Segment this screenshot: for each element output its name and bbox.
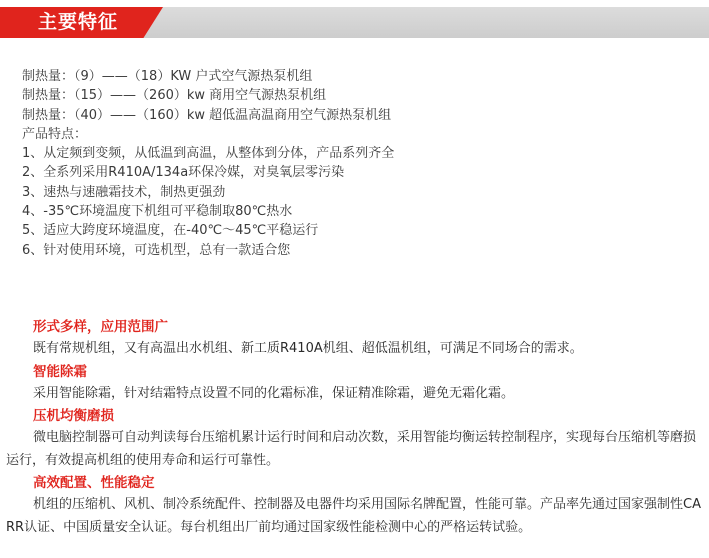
feature-point-6: 6、针对使用环境，可选机型，总有一款适合您 (22, 242, 291, 258)
spec-line-ultra-low-temp: 制热量：（40）——（160）kw 超低温高温商用空气源热泵机组 (22, 107, 392, 123)
section-title: 主要特征 (38, 11, 119, 33)
feature-desc-high-efficiency: 机组的压缩机、风机、制冷系统配件、控制器及电器件均采用国际名牌配置，性能可靠。产品率先通过国家强制性CARR认证、中国质量安全认证。每台机组出厂前均通过国家级性能检测中心的严格运转试验。 (6, 497, 701, 535)
product-features-heading: 产品特点： (22, 126, 88, 142)
feature-desc-wear-balance: 微电脑控制器可自动判读每台压缩机累计运行时间和启动次数，采用智能均衡运转控制程序，实现每台压缩机等磨损运行，有效提高机组的使用寿命和运行可靠性。 (6, 430, 697, 468)
feature-point-4: 4、-35℃环境温度下机组可平稳制取80℃热水 (22, 204, 293, 220)
feature-title-defrost: 智能除霜 (33, 363, 87, 380)
section-header (0, 7, 709, 38)
feature-desc-defrost: 采用智能除霜，针对结霜特点设置不同的化霜标准，保证精准除霜，避免无霜化霜。 (33, 385, 515, 401)
feature-sections (0, 316, 709, 539)
feature-title-high-efficiency: 高效配置、性能稳定 (33, 475, 155, 491)
feature-title-wear-balance: 压机均衡磨损 (33, 408, 114, 424)
feature-point-3: 3、速热与速融霜技术，制热更强劲 (22, 184, 226, 200)
feature-desc-diverse: 既有常规机组，又有高温出水机组、新工质R410A机组、超低温机组，可满足不同场合的需求。 (33, 341, 583, 356)
spec-line-household: 制热量：（9）——（18）KW 户式空气源热泵机组 (22, 69, 313, 84)
feature-point-5: 5、适应大跨度环境温度，在-40℃～45℃平稳运行 (22, 223, 319, 239)
spec-list (22, 67, 394, 260)
spec-line-commercial: 制热量：（15）——（260）kw 商用空气源热泵机组 (22, 88, 327, 104)
feature-title-diverse: 形式多样，应用范围广 (33, 319, 168, 335)
feature-point-2: 2、全系列采用R410A/134a环保冷媒，对臭氧层零污染 (22, 165, 345, 181)
feature-point-1: 1、从定频到变频，从低温到高温，从整体到分体，产品系列齐全 (22, 146, 395, 162)
header-gray-band (140, 7, 709, 38)
